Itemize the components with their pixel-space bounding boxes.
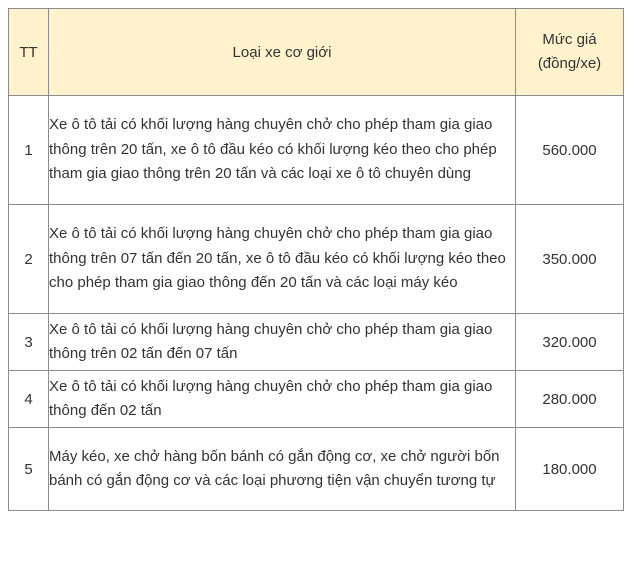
header-price-unit: (đồng/xe) <box>537 55 602 72</box>
table-row <box>9 96 624 205</box>
row-vehicle-type: Xe ô tô tải có khối lượng hàng chuyên chở cho phép tham gia giao thông trên 20 tấn, xe ô tô đầu kéo có khối lượng kéo theo cho phép tham gia giao thông trên 20 tấn và các loại xe ô tô chuyên dùng <box>49 96 516 205</box>
table-row <box>9 314 624 371</box>
row-price: 350.000 <box>516 205 624 314</box>
row-price: 560.000 <box>516 96 624 205</box>
row-price: 180.000 <box>516 428 624 511</box>
row-vehicle-type: Xe ô tô tải có khối lượng hàng chuyên chở cho phép tham gia giao thông trên 07 tấn đến 20 tấn, xe ô tô đầu kéo có khối lượng kéo theo cho phép tham gia giao thông đến 20 tấn và các loại máy kéo <box>49 205 516 314</box>
table-row <box>9 205 624 314</box>
fee-table <box>8 8 624 511</box>
row-tt: 2 <box>9 205 49 314</box>
row-tt: 5 <box>9 428 49 511</box>
header-tt: TT <box>9 9 49 96</box>
row-tt: 1 <box>9 96 49 205</box>
row-price: 280.000 <box>516 371 624 428</box>
header-vehicle-type: Loại xe cơ giới <box>49 9 516 96</box>
row-vehicle-type: Xe ô tô tải có khối lượng hàng chuyên chở cho phép tham gia giao thông trên 02 tấn đến 07 tấn <box>49 314 516 371</box>
row-price: 320.000 <box>516 314 624 371</box>
header-price-label: Mức giá <box>542 31 597 48</box>
table-header <box>9 9 624 96</box>
row-vehicle-type: Máy kéo, xe chở hàng bốn bánh có gắn động cơ, xe chở người bốn bánh có gắn động cơ và các loại phương tiện vận chuyển tương tự <box>49 428 516 511</box>
table-body <box>9 96 624 511</box>
row-tt: 3 <box>9 314 49 371</box>
header-row <box>9 9 624 96</box>
table-row <box>9 371 624 428</box>
header-price <box>516 9 624 96</box>
row-tt: 4 <box>9 371 49 428</box>
row-vehicle-type: Xe ô tô tải có khối lượng hàng chuyên chở cho phép tham gia giao thông đến 02 tấn <box>49 371 516 428</box>
table-row <box>9 428 624 511</box>
